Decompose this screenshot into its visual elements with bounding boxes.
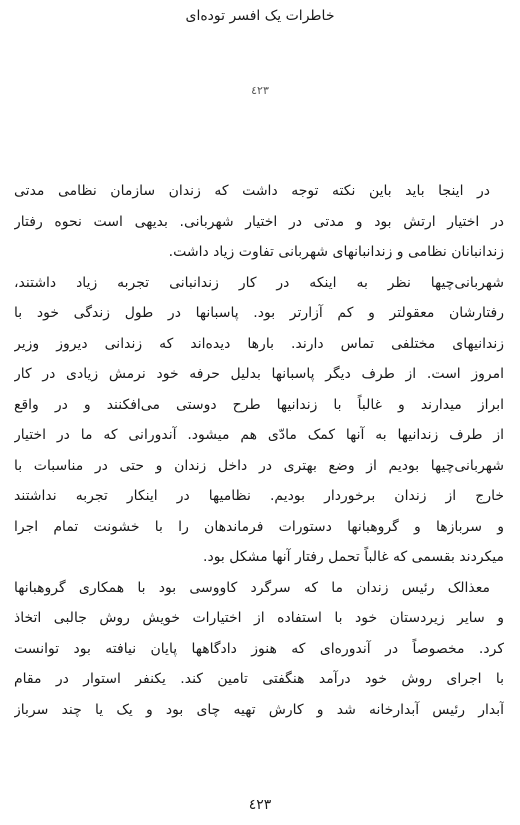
text-line: از طرف زندانیها به آنها کمک مادّی هم میشود. آندورانی که ما در اختیار [14, 427, 504, 443]
text-line: امروز است. از طرف دیگر پاسبانها بدلیل حرفه خود نرمش زیادی در کار [14, 366, 504, 382]
text-line: شهربانی‌چیها نظر به اینکه در کار زندانبانی تجربه زیاد داشتند، [14, 274, 504, 291]
text-line: معذالک رئیس زندان ما که سرگرد کاووسی بود با همکاری گروهبانها [14, 579, 490, 596]
text-line: رفتارشان معقولتر و کم آزارتر بود. پاسبانها در طول زندگی خود با [14, 305, 504, 321]
text-line: در اختیار ارتش بود و مدتی در اختیار شهربانی. بدیهی است نحوه رفتار [14, 213, 504, 230]
text-line: آبدار رئیس آبدارخانه شد و کارش تهیه چای بود و یک یا چند سرباز [14, 701, 504, 718]
page-number: ٤٢٣ [248, 797, 272, 813]
text-line: شهربانی‌چیها بودیم از وضع بهتری در داخل زندان و حتی در مناسبات با [14, 457, 504, 474]
text-line: زندانیهای مختلفی تماس دارند. بارها دیده‌اند که زندانی دیروز وزیر [14, 335, 504, 352]
text-line: ابراز میدارند و غالباً با زندانیها طرح دوستی می‌افکنند و در واقع [14, 396, 504, 413]
text-line: خارج از زندان برخوردار بودیم. نظامیها در اینکار تجربه نداشتند [14, 488, 504, 504]
text-line: میکردند بقسمی که غالباً تحمل رفتار آنها مشکل بود. [203, 549, 504, 565]
text-line: کرد. مخصوصاً در آندوره‌ای که هنوز دادگاهها پایان نیافته بود توانست [14, 640, 504, 657]
running-head: خاطرات یک افسر توده‌ای [185, 8, 335, 24]
text-line: زندانبانان نظامی و زندانبانهای شهربانی تفاوت زیاد داشت. [168, 244, 504, 260]
text-line: در اینجا باید باین نکته توجه داشت که زندان سازمان نظامی مدتی [14, 183, 490, 199]
body-text [14, 176, 504, 725]
text-line: و سایر زیردستان خود با استفاده از اختیارات خویش روش جالبی اتخاذ [14, 610, 504, 626]
text-line: با اجرای روش خود درآمد هنگفتی تامین کند. یکنفر استوار در مقام [14, 671, 504, 687]
paragraph-2 [14, 268, 504, 573]
paragraph-3 [14, 573, 504, 726]
text-line: و سربازها و گروهبانها دستورات فرماندهان را با خشونت تمام اجرا [14, 518, 504, 535]
paragraph-1 [14, 176, 504, 268]
page-number-top-mark: ٤٢٣ [251, 84, 269, 97]
